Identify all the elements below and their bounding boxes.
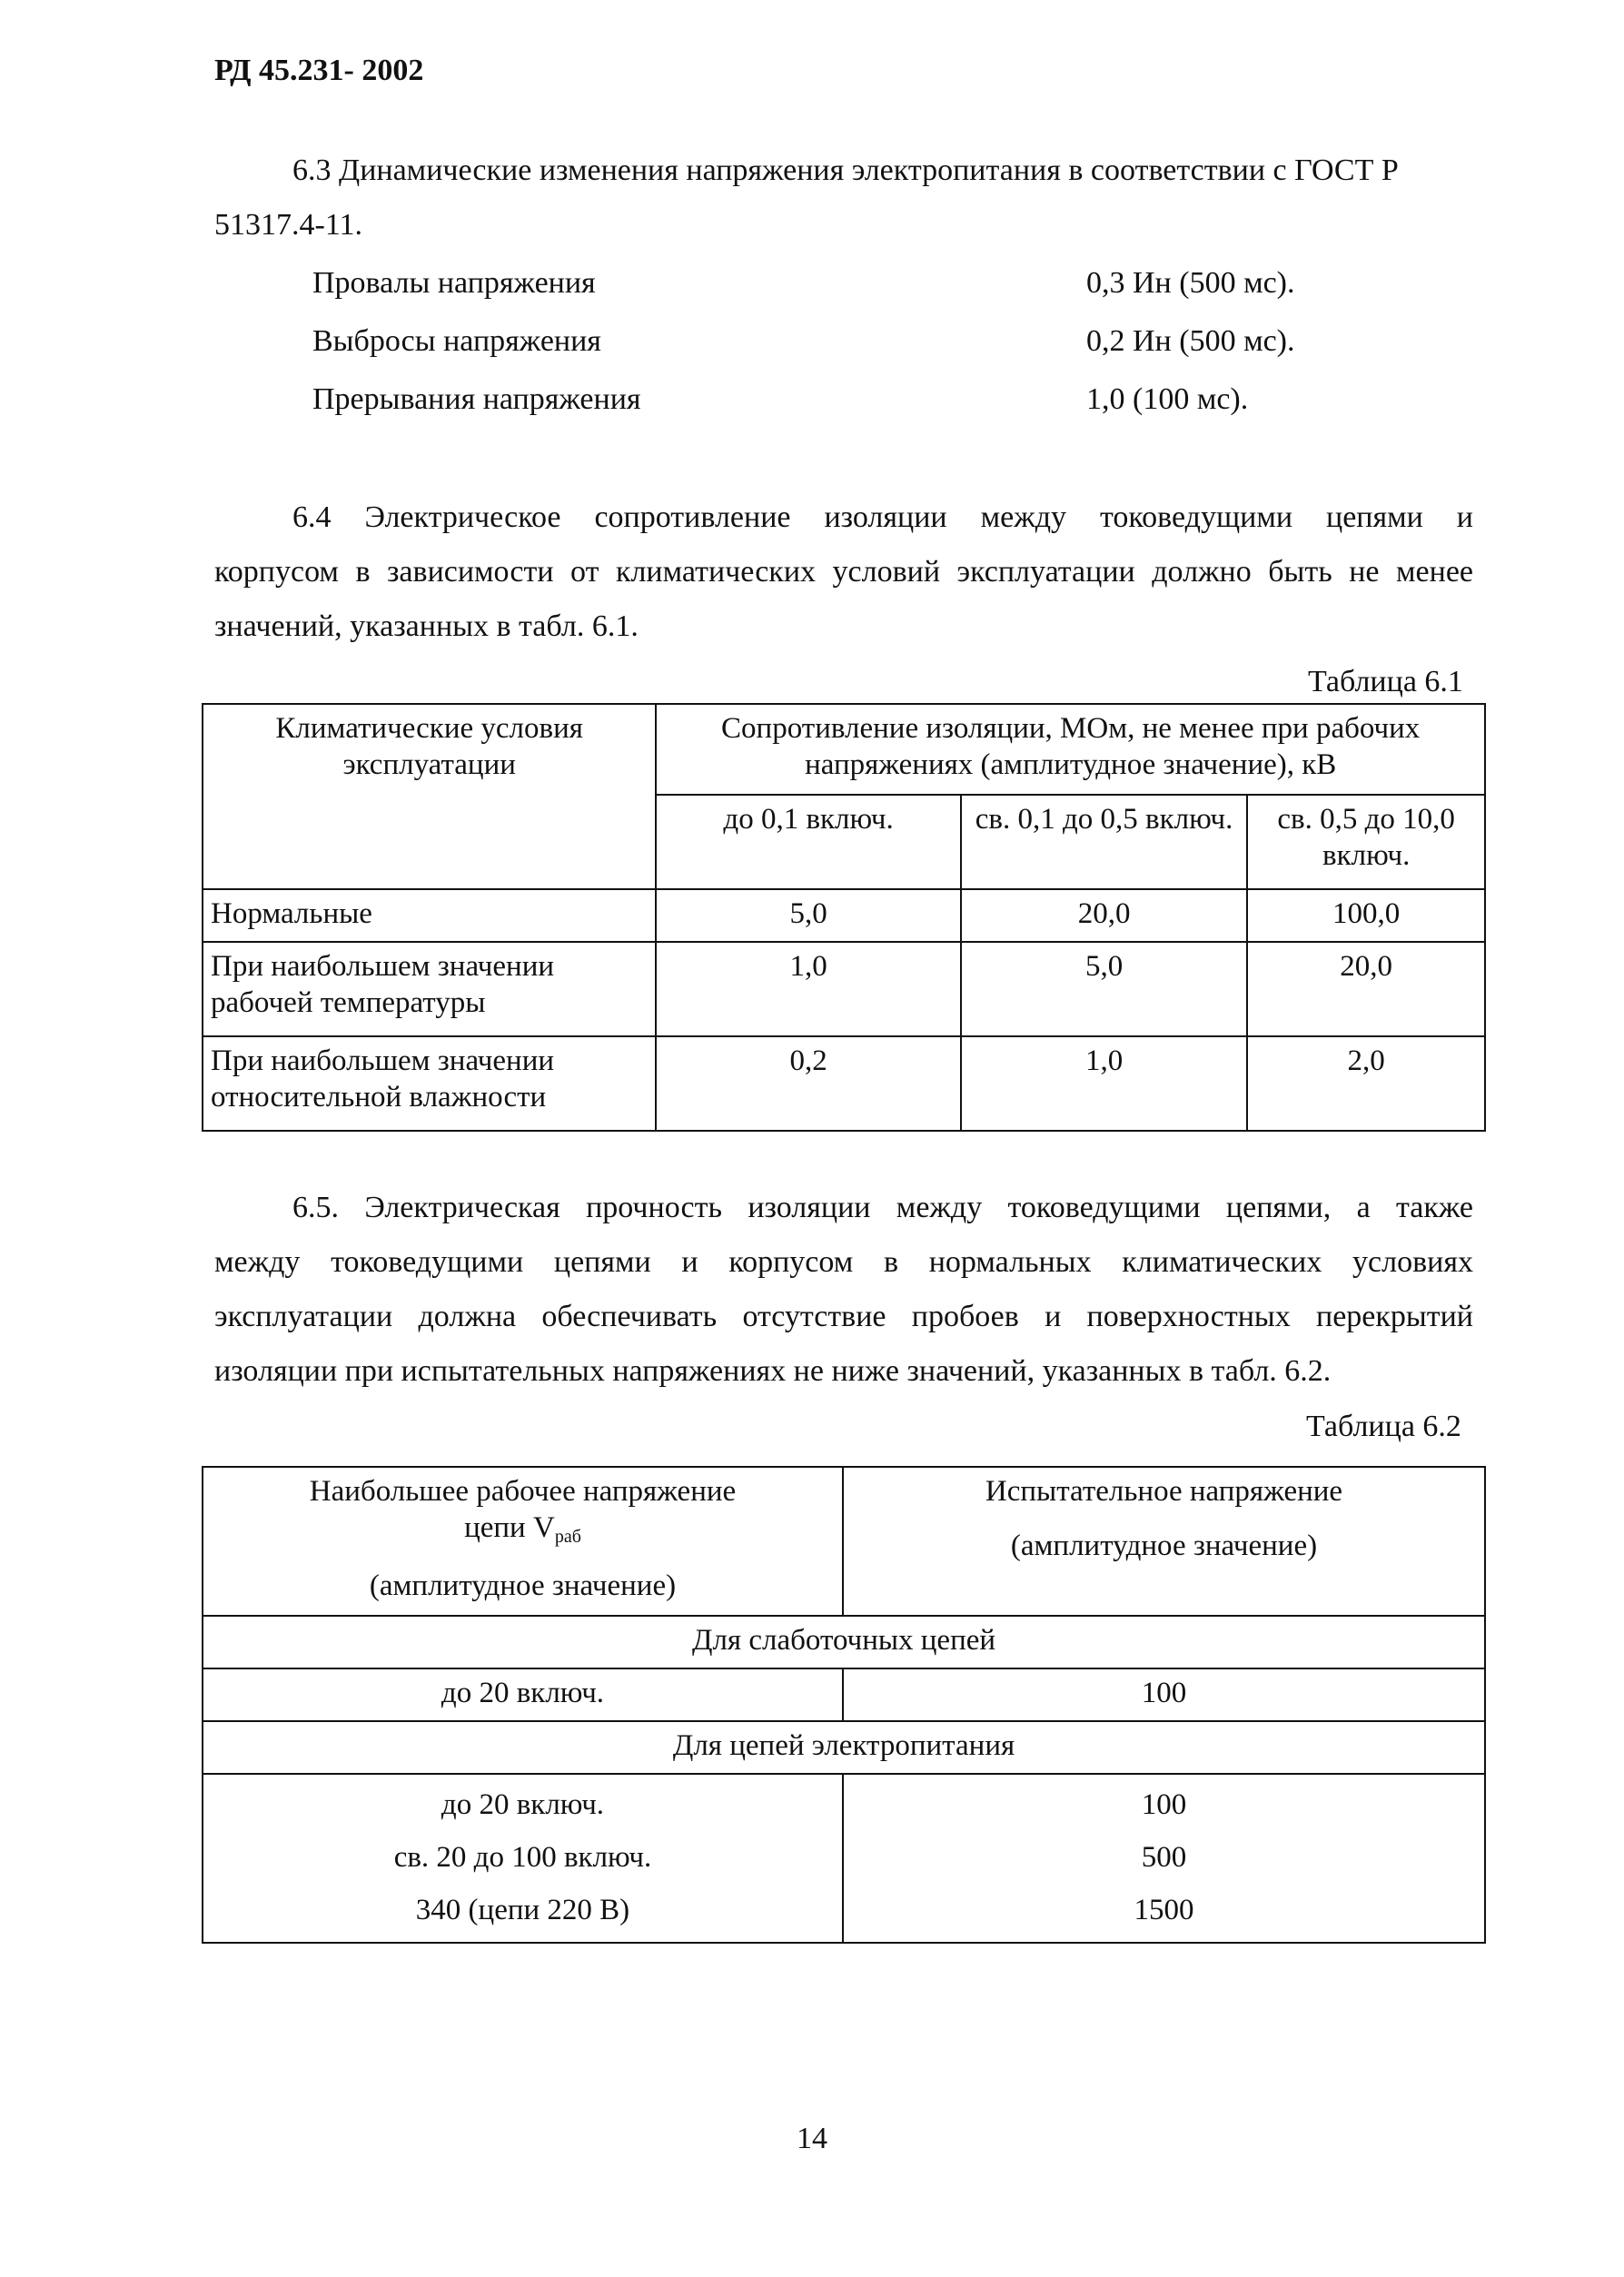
table-6-2-header-working-voltage xyxy=(203,1467,843,1616)
voltage-surges-value: 0,2 Ин (500 мс). xyxy=(1086,324,1295,358)
voltage-dips-value: 0,3 Ин (500 мс). xyxy=(1086,266,1295,300)
table-cell: 1,0 xyxy=(961,1036,1248,1131)
table-row xyxy=(203,1774,1485,1943)
section-6-5-line1: 6.5. Электрическая прочность изоляции между токоведущими цепями, а также xyxy=(292,1191,1473,1224)
section-6-5-line3: эксплуатации должна обеспечивать отсутствие пробоев и поверхностных перекрытий xyxy=(214,1300,1473,1333)
section-6-3-line2: 51317.4-11. xyxy=(214,208,363,242)
section-6-5-line4: изоляции при испытательных напряжениях не ниже значений, указанных в табл. 6.2. xyxy=(214,1354,1332,1388)
table-row xyxy=(203,1668,1485,1721)
header-text: цепи V xyxy=(464,1511,555,1544)
table-6-1-col-3: св. 0,5 до 10,0 включ. xyxy=(1247,795,1485,889)
table-cell: 2,0 xyxy=(1247,1036,1485,1131)
group-low-current-circuits: Для слаботочных цепей xyxy=(203,1616,1485,1668)
table-cell: 1,0 xyxy=(656,942,960,1036)
table-row xyxy=(203,889,1485,942)
table-cell: 20,0 xyxy=(961,889,1248,942)
cell-line: до 20 включ. xyxy=(441,1788,605,1821)
row-label: При наибольшем значении относительной влажности xyxy=(203,1036,656,1131)
document-code: РД 45.231- 2002 xyxy=(214,54,424,87)
section-6-4-line2: корпусом в зависимости от климатических условий эксплуатации должно быть не менее xyxy=(214,555,1473,589)
section-6-4-line3: значений, указанных в табл. 6.1. xyxy=(214,609,639,643)
table-row xyxy=(203,1036,1485,1131)
cell-line: 340 (цепи 220 В) xyxy=(415,1894,630,1926)
group-power-circuits: Для цепей электропитания xyxy=(203,1721,1485,1774)
table-cell: 5,0 xyxy=(961,942,1248,1036)
section-6-3-text: Динамические изменения напряжения электропитания в соответствии с ГОСТ Р xyxy=(339,153,1399,187)
table-6-1 xyxy=(202,703,1486,1132)
page-number: 14 xyxy=(797,2122,827,2155)
cell-line: 500 xyxy=(1141,1841,1187,1874)
row-label: При наибольшем значении рабочей температуры xyxy=(203,942,656,1036)
cell-line: св. 20 до 100 включ. xyxy=(393,1841,652,1874)
voltage-interruptions-label: Прерывания напряжения xyxy=(312,382,641,416)
table-cell: до 20 включ. xyxy=(203,1668,843,1721)
subscript: раб xyxy=(554,1527,581,1547)
table-cell: 0,2 xyxy=(656,1036,960,1131)
section-6-3-line1 xyxy=(292,153,1399,189)
table-row xyxy=(203,942,1485,1036)
table-6-2-caption: Таблица 6.2 xyxy=(1306,1410,1461,1443)
table-6-1-header-climate: Климатические условия эксплуатации xyxy=(203,704,656,889)
header-line: (амплитудное значение) xyxy=(369,1569,677,1602)
table-cell: 5,0 xyxy=(656,889,960,942)
table-cell: 20,0 xyxy=(1247,942,1485,1036)
cell-line: 100 xyxy=(1141,1788,1187,1821)
table-6-2-header-test-voltage xyxy=(843,1467,1485,1616)
table-6-1-col-2: св. 0,1 до 0,5 включ. xyxy=(961,795,1248,889)
table-6-1-caption: Таблица 6.1 xyxy=(1308,665,1463,698)
voltage-dips-label: Провалы напряжения xyxy=(312,266,596,300)
table-cell xyxy=(843,1774,1485,1943)
voltage-surges-label: Выбросы напряжения xyxy=(312,324,601,358)
row-label: Нормальные xyxy=(203,889,656,942)
table-cell: 100 xyxy=(843,1668,1485,1721)
table-6-1-col-1: до 0,1 включ. xyxy=(656,795,960,889)
table-cell xyxy=(203,1774,843,1943)
section-6-4-line1: 6.4 Электрическое сопротивление изоляции между токоведущими цепями и xyxy=(292,500,1473,534)
table-cell: 100,0 xyxy=(1247,889,1485,942)
header-line: Наибольшее рабочее напряжение xyxy=(309,1475,737,1508)
header-line: Испытательное напряжение xyxy=(985,1475,1343,1508)
table-6-2 xyxy=(202,1466,1486,1944)
section-6-3-number: 6.3 xyxy=(292,153,332,187)
header-line xyxy=(211,1510,835,1555)
voltage-interruptions-value: 1,0 (100 мс). xyxy=(1086,382,1249,416)
section-6-5-line2: между токоведущими цепями и корпусом в нормальных климатических условиях xyxy=(214,1245,1473,1279)
table-6-1-header-resistance: Сопротивление изоляции, МОм, не менее при рабочих напряжениях (амплитудное значение), кВ xyxy=(656,704,1485,795)
header-line: (амплитудное значение) xyxy=(1010,1530,1318,1562)
cell-line: 1500 xyxy=(1134,1894,1194,1926)
